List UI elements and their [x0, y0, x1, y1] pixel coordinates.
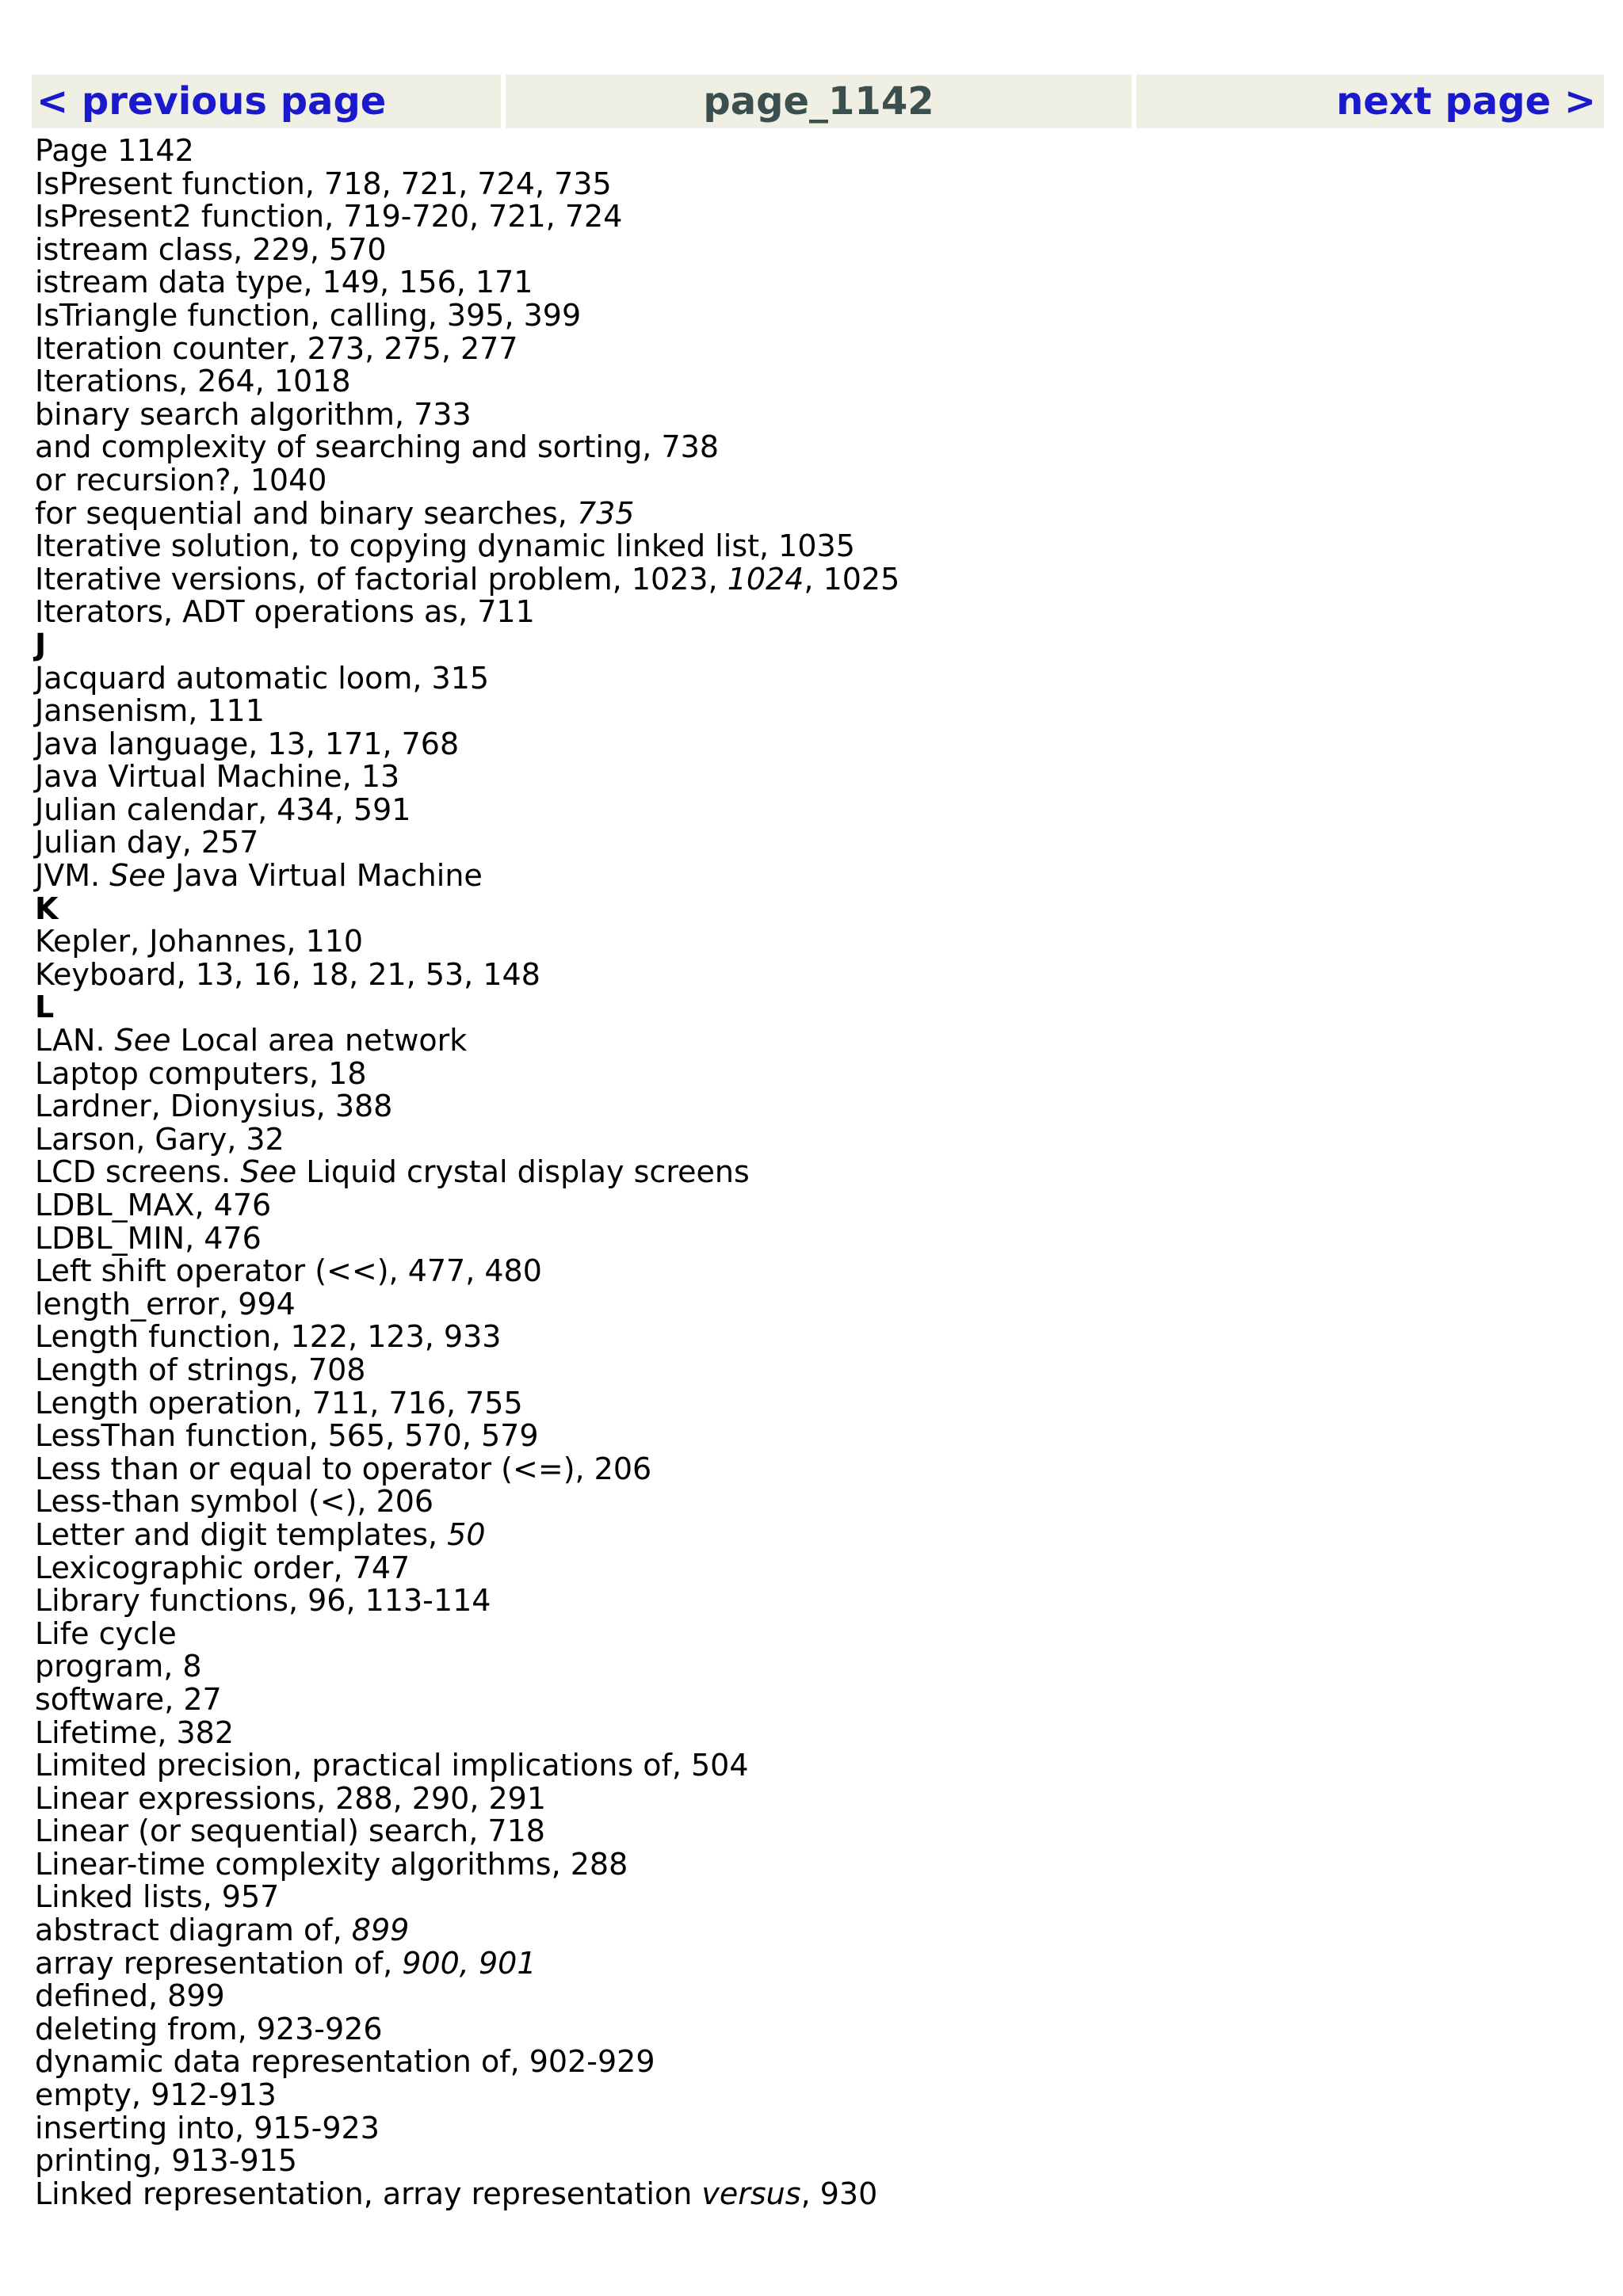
index-entry: Jacquard automatic loom, 315	[35, 660, 490, 696]
index-entry-emphasis: 899	[351, 1913, 410, 1948]
index-entry-text: LAN.	[35, 1023, 115, 1058]
index-entry-text: Iterative versions, of factorial problem, 1023,	[35, 561, 727, 597]
index-entry: Linked lists, 957	[35, 1879, 280, 1915]
index-entry: Library functions, 96, 113-114	[35, 1583, 491, 1619]
index-entry	[35, 2178, 1588, 2211]
index-entry: Length of strings, 708	[35, 1352, 366, 1387]
index-entry: Java Virtual Machine, 13	[35, 759, 400, 795]
index-entry: Linear (or sequential) search, 718	[35, 1814, 545, 1849]
index-entry	[35, 860, 1588, 893]
index-entry	[35, 495, 1588, 531]
next-page-link[interactable]: next page >	[1136, 74, 1604, 128]
index-entry-list	[35, 168, 1588, 2211]
index-entry-text: abstract diagram of,	[35, 1913, 352, 1948]
index-entry: software, 27	[35, 1681, 222, 1717]
index-entry: Length function, 122, 123, 933	[35, 1319, 502, 1355]
index-entry: and complexity of searching and sorting, 738	[35, 429, 719, 465]
index-entry: or recursion?, 1040	[35, 462, 327, 498]
index-entry	[35, 1914, 1588, 1947]
index-entry-text: for sequential and binary searches,	[35, 495, 577, 531]
index-entry-emphasis: 735	[576, 495, 635, 531]
index-entry	[35, 1516, 1588, 1552]
index-letter-heading: L	[35, 990, 55, 1025]
index-entry: LDBL_MIN, 476	[35, 1220, 262, 1256]
index-entry	[35, 1156, 1588, 1189]
index-entry: Limited precision, practical implications of, 504	[35, 1748, 749, 1783]
index-entry-text: LCD screens.	[35, 1154, 241, 1190]
index-entry: Less-than symbol (<), 206	[35, 1484, 434, 1520]
index-entry: Life cycle	[35, 1615, 177, 1651]
index-entry-text: Letter and digit templates,	[35, 1516, 448, 1552]
index-entry: LDBL_MAX, 476	[35, 1188, 272, 1222]
index-entry: Iterative solution, to copying dynamic linked list, 1035	[35, 528, 855, 564]
index-entry: LessThan function, 565, 570, 579	[35, 1418, 539, 1454]
page-label: Page 1142	[35, 133, 194, 168]
index-entry: istream data type, 149, 156, 171	[35, 265, 533, 300]
index-entry: istream class, 229, 570	[35, 231, 387, 267]
index-entry-text: JVM.	[35, 858, 110, 894]
index-entry: inserting into, 915-923	[35, 2110, 380, 2145]
index-entry	[35, 563, 1588, 597]
index-entry: Linear expressions, 288, 290, 291	[35, 1780, 547, 1816]
page-navigation-bar	[32, 74, 1604, 128]
index-entry: Larson, Gary, 32	[35, 1121, 285, 1157]
page-title: page_1142	[506, 74, 1132, 128]
index-entry-emphasis: 50	[447, 1516, 486, 1552]
index-entry: Julian day, 257	[35, 825, 259, 860]
index-entry: Iterations, 264, 1018	[35, 364, 351, 399]
index-entry: IsPresent function, 718, 721, 724, 735	[35, 166, 612, 201]
index-content	[35, 135, 1588, 2210]
index-entry: program, 8	[35, 1649, 202, 1684]
index-entry-text: , 930	[800, 2176, 878, 2211]
index-entry-emphasis: versus	[701, 2176, 801, 2211]
index-entry-text: Java Virtual Machine	[166, 858, 483, 894]
index-entry-emphasis: See	[109, 858, 166, 894]
index-entry	[35, 1024, 1588, 1058]
index-entry-emphasis: See	[240, 1154, 297, 1190]
index-entry: empty, 912-913	[35, 2077, 277, 2113]
index-entry: Jansenism, 111	[35, 693, 265, 729]
index-entry: Linear-time complexity algorithms, 288	[35, 1846, 628, 1882]
index-letter-heading: K	[35, 891, 59, 926]
index-entry: Less than or equal to operator (<=), 206	[35, 1451, 652, 1486]
index-entry: Kepler, Johannes, 110	[35, 924, 364, 959]
index-entry: deleting from, 923-926	[35, 2011, 383, 2046]
index-entry-emphasis: 900, 901	[402, 1945, 537, 1981]
index-entry: Lexicographic order, 747	[35, 1550, 411, 1585]
index-entry-text: , 1025	[804, 561, 900, 597]
index-entry: Length operation, 711, 716, 755	[35, 1385, 523, 1421]
index-entry: printing, 913-915	[35, 2143, 297, 2179]
index-entry: Iterators, ADT operations as, 711	[35, 594, 535, 630]
index-entry: Lifetime, 382	[35, 1714, 235, 1750]
index-entry: Laptop computers, 18	[35, 1055, 367, 1091]
index-entry: IsPresent2 function, 719-720, 721, 724	[35, 199, 623, 235]
index-entry: Lardner, Dionysius, 388	[35, 1089, 393, 1124]
index-entry-text: array representation of,	[35, 1945, 403, 1981]
index-entry: Julian calendar, 434, 591	[35, 791, 411, 827]
index-entry-text: Liquid crystal display screens	[296, 1154, 750, 1190]
previous-page-link[interactable]: < previous page	[32, 74, 501, 128]
index-entry	[35, 1947, 1588, 1981]
index-entry: dynamic data representation of, 902-929	[35, 2044, 655, 2080]
index-entry-emphasis: See	[114, 1023, 171, 1058]
index-entry: Iteration counter, 273, 275, 277	[35, 330, 518, 366]
index-entry: binary search algorithm, 733	[35, 396, 472, 432]
index-entry: IsTriangle function, calling, 395, 399	[35, 297, 582, 333]
index-letter-heading: J	[35, 627, 47, 662]
index-entry: Keyboard, 13, 16, 18, 21, 53, 148	[35, 956, 540, 992]
index-entry: Java language, 13, 171, 768	[35, 726, 460, 761]
index-entry: Left shift operator (<<), 477, 480	[35, 1253, 542, 1289]
index-entry: defined, 899	[35, 1978, 225, 2014]
index-entry-text: Linked representation, array representation	[35, 2176, 702, 2211]
index-entry-emphasis: 1024	[727, 561, 804, 597]
index-entry-text: Local area network	[170, 1023, 468, 1058]
index-entry: length_error, 994	[35, 1286, 296, 1322]
